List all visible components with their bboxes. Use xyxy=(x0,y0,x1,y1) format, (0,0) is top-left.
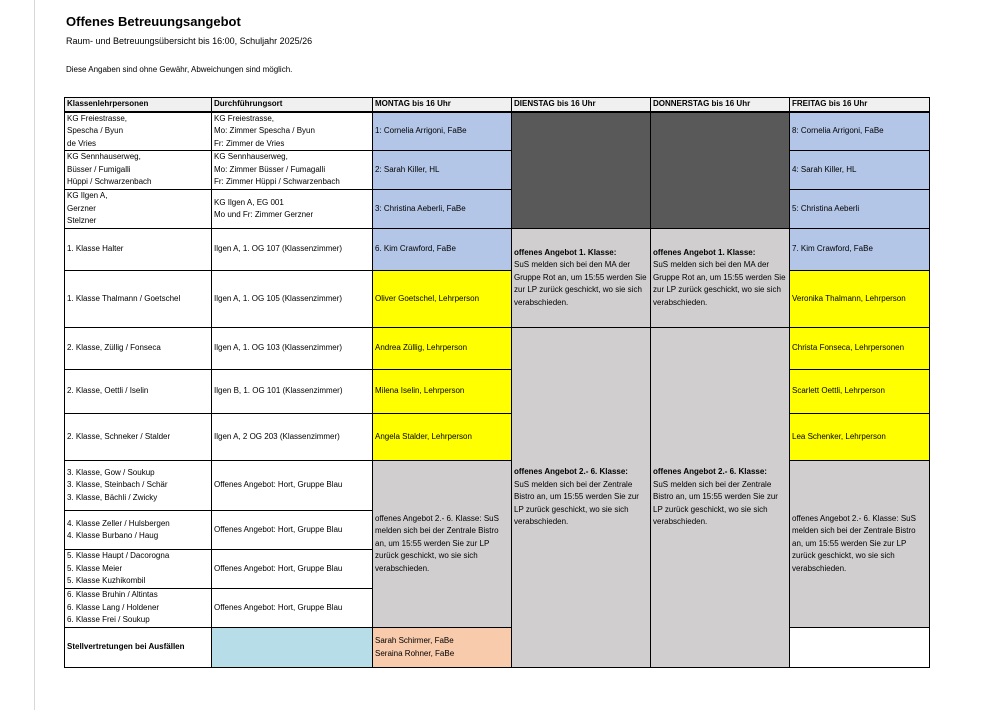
freitag-cell: 5: Christina Aeberli xyxy=(790,190,930,229)
ort-cell: KG Ilgen A, EG 001 Mo und Fr: Zimmer Gerzner xyxy=(212,190,373,229)
table-row xyxy=(65,229,930,271)
klasse-cell: KG Freiestrasse, Spescha / Byun de Vries xyxy=(65,112,212,151)
disclaimer: Diese Angaben sind ohne Gewähr, Abweichungen sind möglich. xyxy=(66,65,293,74)
page-subtitle: Raum- und Betreuungsübersicht bis 16:00, Schuljahr 2025/26 xyxy=(66,36,313,46)
ort-cell: Ilgen A, 1. OG 107 (Klassenzimmer) xyxy=(212,229,373,271)
header-donnerstag: DONNERSTAG bis 16 Uhr xyxy=(651,98,790,112)
klasse-cell: 2. Klasse, Züllig / Fonseca xyxy=(65,328,212,370)
stellvertretungen-montag-cell: Sarah Schirmer, FaBe Seraina Rohner, FaBe xyxy=(373,628,512,668)
angebot26-title: offenes Angebot 2.- 6. Klasse: xyxy=(653,467,767,477)
stellvertretungen-dienstag-cell xyxy=(790,628,930,668)
table-row xyxy=(65,271,930,328)
ort-cell: Offenes Angebot: Hort, Gruppe Blau xyxy=(212,589,373,628)
angebot1-title: offenes Angebot 1. Klasse: xyxy=(653,247,756,257)
freitag-cell: 8: Cornelia Arrigoni, FaBe xyxy=(790,112,930,151)
header-klassenlehrpersonen: Klassenlehrpersonen xyxy=(65,98,212,112)
klasse-cell: 6. Klasse Bruhin / Altintas 6. Klasse Lang / Holdener 6. Klasse Frei / Soukup xyxy=(65,589,212,628)
angebot26-title: offenes Angebot 2.- 6. Klasse: xyxy=(514,467,628,477)
table-row xyxy=(65,151,930,190)
ort-cell: Ilgen A, 1. OG 105 (Klassenzimmer) xyxy=(212,271,373,328)
angebot1-title: offenes Angebot 1. Klasse: xyxy=(514,247,617,257)
klasse-cell: KG Ilgen A, Gerzner Stelzner xyxy=(65,190,212,229)
klasse-cell: 1. Klasse Thalmann / Goetschel xyxy=(65,271,212,328)
montag-cell: Oliver Goetschel, Lehrperson xyxy=(373,271,512,328)
donnerstag-angebot1-cell xyxy=(651,229,790,328)
angebot1-text: SuS melden sich bei den MA der Gruppe Rot an, um 15:55 werden Sie zur LP zurück geschickt, wo sie sich verabschieden. xyxy=(653,260,786,307)
ort-cell: Ilgen A, 2 OG 203 (Klassenzimmer) xyxy=(212,414,373,461)
header-dienstag: DIENSTAG bis 16 Uhr xyxy=(512,98,651,112)
table-row xyxy=(65,461,930,511)
dienstag-blocked-cell xyxy=(512,112,651,229)
header-durchfuehrungsort: Durchführungsort xyxy=(212,98,373,112)
montag-cell: Milena Iselin, Lehrperson xyxy=(373,370,512,414)
table-row xyxy=(65,370,930,414)
freitag-cell: Scarlett Oettli, Lehrperson xyxy=(790,370,930,414)
montag-cell: 1: Cornelia Arrigoni, FaBe xyxy=(373,112,512,151)
angebot26-text: SuS melden sich bei der Zentrale Bistro an, um 15:55 werden Sie zur LP zurück geschickt, wo sie sich verabschieden. xyxy=(514,479,639,527)
montag-cell: 3: Christina Aeberli, FaBe xyxy=(373,190,512,229)
table-row xyxy=(65,414,930,461)
klasse-cell: 2. Klasse, Oettli / Iselin xyxy=(65,370,212,414)
table-row xyxy=(65,112,930,151)
table-row-stellvertretungen xyxy=(65,628,930,668)
montag-angebot26-cell: offenes Angebot 2.- 6. Klasse: SuS melden sich bei der Zentrale Bistro an, um 15:55 werden Sie zur LP zurück geschickt, wo sie sich verabschieden. xyxy=(373,461,512,628)
ort-cell: Offenes Angebot: Hort, Gruppe Blau xyxy=(212,461,373,511)
klasse-cell: 5. Klasse Haupt / Dacorogna 5. Klasse Meier 5. Klasse Kuzhikombil xyxy=(65,550,212,589)
dienstag-angebot26-cell xyxy=(512,328,651,668)
freitag-cell: 4: Sarah Killer, HL xyxy=(790,151,930,190)
ort-cell: Offenes Angebot: Hort, Gruppe Blau xyxy=(212,550,373,589)
klasse-cell: 3. Klasse, Gow / Soukup 3. Klasse, Steinbach / Schär 3. Klasse, Bächli / Zwicky xyxy=(65,461,212,511)
angebot26-text: SuS melden sich bei der Zentrale Bistro an, um 15:55 werden Sie zur LP zurück geschickt, wo sie sich verabschieden. xyxy=(653,479,778,527)
ort-cell: KG Sennhauserweg, Mo: Zimmer Büsser / Fumagalli Fr: Zimmer Hüppi / Schwarzenbach xyxy=(212,151,373,190)
page-edge xyxy=(34,0,35,710)
montag-cell: 6. Kim Crawford, FaBe xyxy=(373,229,512,271)
freitag-cell: Lea Schenker, Lehrperson xyxy=(790,414,930,461)
stellvertretungen-ort-cell xyxy=(212,628,373,668)
klasse-cell: 1. Klasse Halter xyxy=(65,229,212,271)
table-row xyxy=(65,190,930,229)
freitag-cell: 7. Kim Crawford, FaBe xyxy=(790,229,930,271)
table-row xyxy=(65,328,930,370)
stellvertretungen-label: Stellvertretungen bei Ausfällen xyxy=(65,628,212,668)
header-freitag: FREITAG bis 16 Uhr xyxy=(790,98,930,112)
header-montag: MONTAG bis 16 Uhr xyxy=(373,98,512,112)
ort-cell: Offenes Angebot: Hort, Gruppe Blau xyxy=(212,511,373,550)
freitag-cell: Veronika Thalmann, Lehrperson xyxy=(790,271,930,328)
montag-cell: Andrea Züllig, Lehrperson xyxy=(373,328,512,370)
ort-cell: Ilgen B, 1. OG 101 (Klassenzimmer) xyxy=(212,370,373,414)
table-header-row xyxy=(65,98,930,112)
ort-cell: KG Freiestrasse, Mo: Zimmer Spescha / Byun Fr: Zimmer de Vries xyxy=(212,112,373,151)
schedule-table xyxy=(64,97,930,668)
klasse-cell: 4. Klasse Zeller / Hulsbergen 4. Klasse Burbano / Haug xyxy=(65,511,212,550)
klasse-cell: 2. Klasse, Schneker / Stalder xyxy=(65,414,212,461)
page-title: Offenes Betreuungsangebot xyxy=(66,14,241,29)
freitag-cell: Christa Fonseca, Lehrpersonen xyxy=(790,328,930,370)
dienstag-angebot1-cell xyxy=(512,229,651,328)
donnerstag-blocked-cell xyxy=(651,112,790,229)
ort-cell: Ilgen A, 1. OG 103 (Klassenzimmer) xyxy=(212,328,373,370)
freitag-angebot26-cell: offenes Angebot 2.- 6. Klasse: SuS melden sich bei der Zentrale Bistro an, um 15:55 werden Sie zur LP zurück geschickt, wo sie sich verabschieden. xyxy=(790,461,930,628)
angebot1-text: SuS melden sich bei den MA der Gruppe Rot an, um 15:55 werden Sie zur LP zurück geschickt, wo sie sich verabschieden. xyxy=(514,260,647,307)
montag-cell: 2: Sarah Killer, HL xyxy=(373,151,512,190)
montag-cell: Angela Stalder, Lehrperson xyxy=(373,414,512,461)
donnerstag-angebot26-cell xyxy=(651,328,790,668)
klasse-cell: KG Sennhauserweg, Büsser / Fumigalli Hüppi / Schwarzenbach xyxy=(65,151,212,190)
